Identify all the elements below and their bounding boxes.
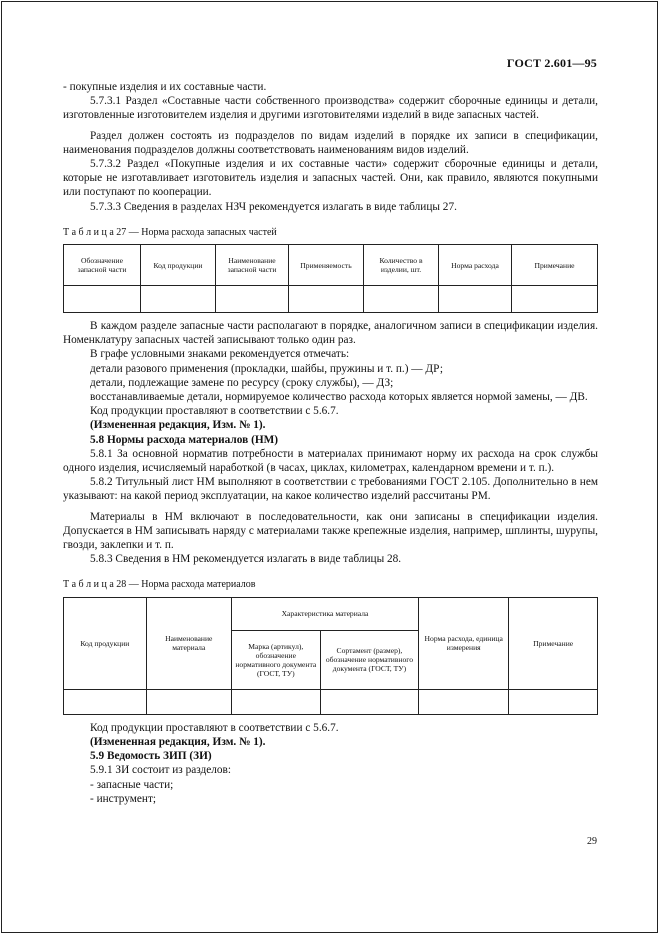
paragraph: 5.7.3.2 Раздел «Покупные изделия и их составные части» содержит сборочные единицы и детали, которые не изготавливает изготовитель изделия и запасных частей. Они, как правило, являются покупными или поступают по кооперации. xyxy=(63,158,598,199)
paragraph: В графе условными знаками рекомендуется отмечать: xyxy=(90,348,350,361)
col-group-header: Характеристика материала xyxy=(231,597,418,630)
paragraph: В каждом разделе запасные части располагают в порядке, аналогичном записи в спецификации изделия. Номенклатуру запасных частей записывают только один раз. xyxy=(63,320,598,347)
col-header: Норма расхода, единица измерения xyxy=(419,597,509,689)
paragraph: Код продукции проставляют в соответствии с 5.6.7. xyxy=(90,405,339,418)
paragraph: 5.8.2 Титульный лист НМ выполняют в соответствии с требованиями ГОСТ 2.105. Дополнительно в нем указывают: на какой период эксплуатации, на какое количество изделий рассчитаны РМ. xyxy=(63,476,598,503)
col-header: Наименование запасной части xyxy=(216,245,289,286)
revision-note: (Измененная редакция, Изм. № 1). xyxy=(90,735,266,748)
paragraph: восстанавливаемые детали, нормируемое количество расхода которых является нормой замены, — ДВ. xyxy=(90,391,588,404)
col-header: Наименование материала xyxy=(146,597,231,689)
col-header: Обозначение запасной части xyxy=(64,245,141,286)
col-header: Код продукции xyxy=(141,245,216,286)
paragraph: детали, подлежащие замене по ресурсу (сроку службы), — ДЗ; xyxy=(90,376,394,389)
col-header: Примечание xyxy=(509,597,598,689)
col-subheader: Сортамент (размер), обозначение нормативного документа (ГОСТ, ТУ) xyxy=(320,630,418,689)
page-number: 29 xyxy=(587,836,597,847)
col-header: Применяемость xyxy=(289,245,364,286)
paragraph: 5.7.3.1 Раздел «Составные части собственного производства» содержит сборочные единицы и детали, изготовленные изготовителем изделия и другими изготовителями изделий в виде запасных частей. xyxy=(63,95,598,122)
table-27 xyxy=(63,244,598,313)
list-item: - инструмент; xyxy=(90,792,157,805)
table-header-row xyxy=(64,245,598,286)
paragraph: - покупные изделия и их составные части. xyxy=(63,81,267,93)
col-header: Количество в изделии, шт. xyxy=(364,245,439,286)
col-header: Код продукции xyxy=(64,597,147,689)
table-27-caption: Т а б л и ц а 27 — Норма расхода запасных частей xyxy=(63,226,277,238)
revision-note: (Измененная редакция, Изм. № 1). xyxy=(90,419,266,432)
paragraph: 5.7.3.3 Сведения в разделах НЗЧ рекомендуется излагать в виде таблицы 27. xyxy=(90,200,457,213)
table-row xyxy=(64,286,598,313)
table-header-row xyxy=(64,597,598,630)
paragraph: 5.8.1 За основной норматив потребности в материалах принимают норму их расхода на срок службы одного изделия, исчисляемый наработкой (в часах, циклах, километрах, календарном времени и т. п.). xyxy=(63,447,598,475)
col-header: Норма расхода xyxy=(439,245,512,286)
paragraph: Код продукции проставляют в соответствии с 5.6.7. xyxy=(90,721,339,734)
paragraph: Раздел должен состоять из подразделов по видам изделий в порядке их записи в спецификации, наименования подразделов должны соответствовать наименованиям видов изделий. xyxy=(63,129,598,156)
col-subheader: Марка (артикул), обозначение нормативного документа (ГОСТ, ТУ) xyxy=(231,630,320,689)
col-header: Примечание xyxy=(512,245,598,286)
section-heading: 5.9 Ведомость ЗИП (ЗИ) xyxy=(90,750,212,763)
table-28 xyxy=(63,597,598,715)
paragraph: Материалы в НМ включают в последовательности, как они записаны в спецификации изделия. Допускается в НМ записывать наряду с материалами также крепежные изделия, например, шплинты, шурупы, гвозди, заклепки и т. п. xyxy=(63,510,598,552)
table-row xyxy=(64,689,598,714)
paragraph: 5.9.1 ЗИ состоит из разделов: xyxy=(90,764,232,777)
document-code: ГОСТ 2.601—95 xyxy=(506,56,597,70)
paragraph: 5.8.3 Сведения в НМ рекомендуется излагать в виде таблицы 28. xyxy=(90,553,402,566)
page-content xyxy=(63,80,598,806)
paragraph: детали разового применения (прокладки, шайбы, пружины и т. п.) — ДР; xyxy=(90,362,443,375)
list-item: - запасные части; xyxy=(90,778,174,791)
table-28-caption: Т а б л и ц а 28 — Норма расхода материалов xyxy=(63,579,256,591)
section-heading: 5.8 Нормы расхода материалов (НМ) xyxy=(90,433,279,446)
